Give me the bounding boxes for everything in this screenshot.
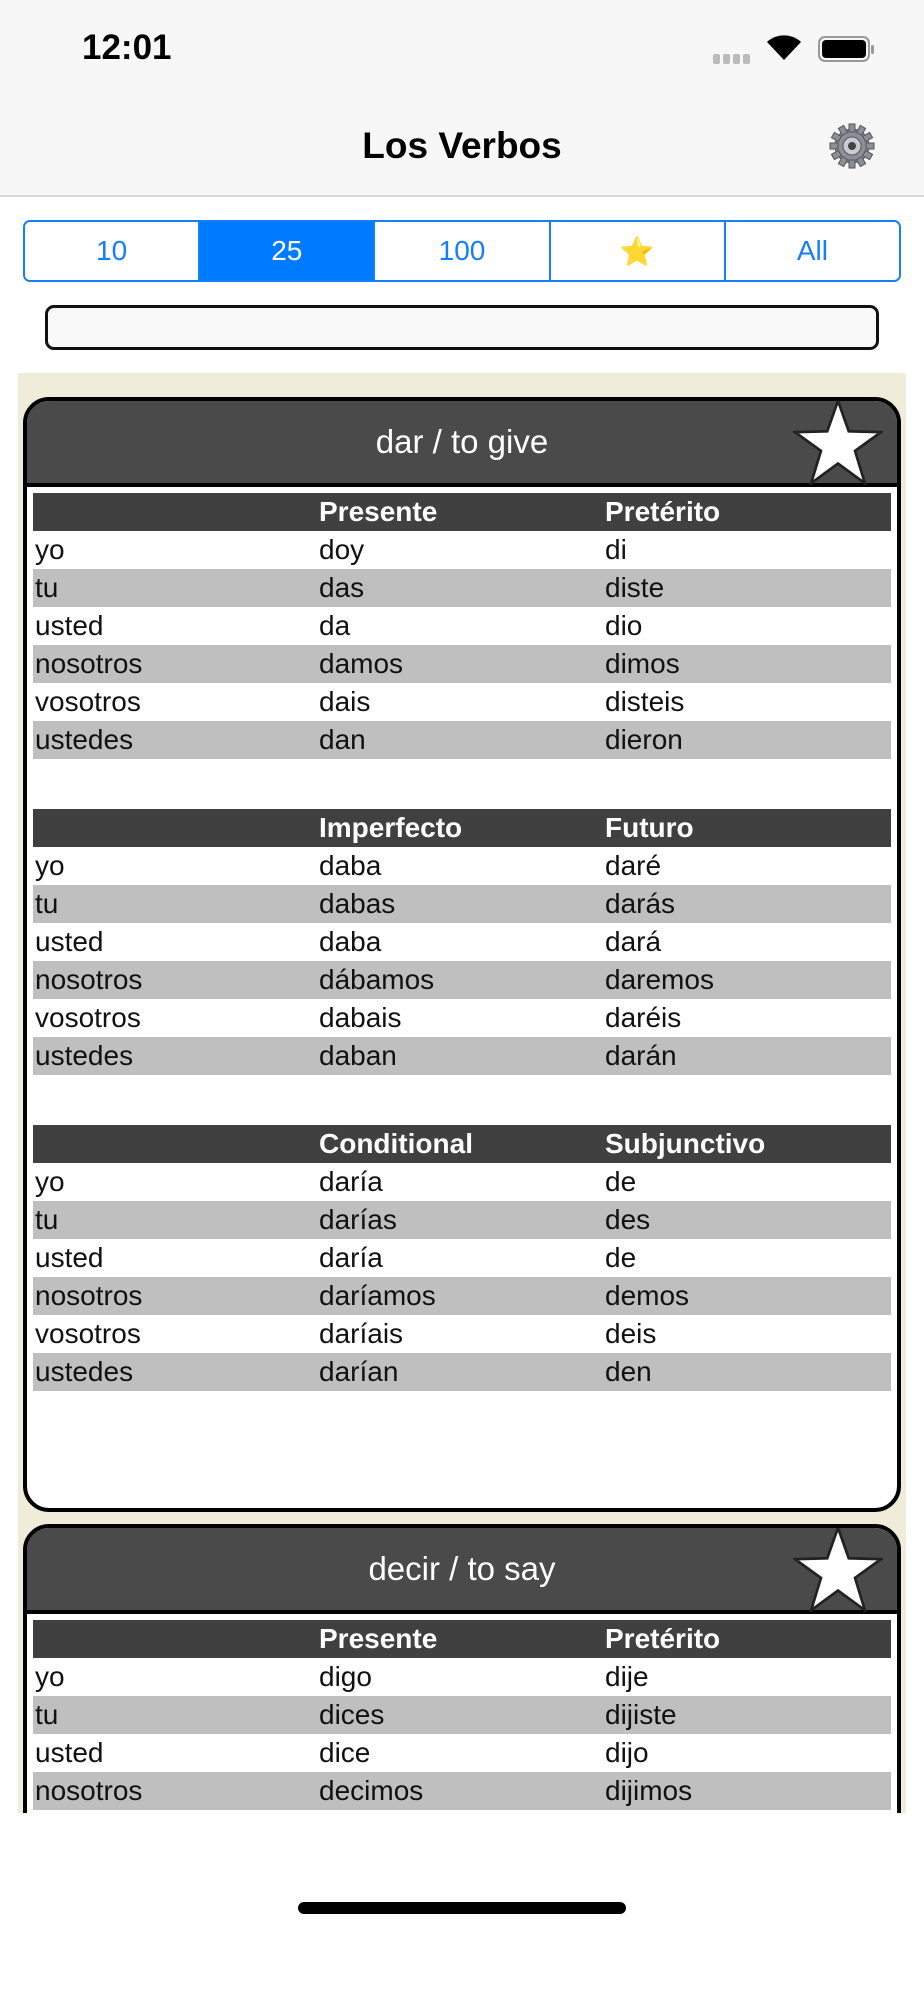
table-cell: dio <box>605 610 643 641</box>
wifi-icon <box>764 32 804 62</box>
column-header: Conditional <box>319 1128 473 1159</box>
table-cell: usted <box>35 1242 104 1273</box>
table-cell: daba <box>319 926 382 957</box>
table-cell: tu <box>35 888 59 919</box>
table-cell: vosotros <box>35 686 141 717</box>
column-header: Pretérito <box>605 496 721 527</box>
table-cell: daban <box>319 1040 397 1071</box>
verb-card <box>23 397 901 1512</box>
cellular-signal-icon <box>713 54 750 64</box>
column-header: Pretérito <box>605 1623 721 1654</box>
table-cell: des <box>605 1204 651 1235</box>
table-row <box>33 607 891 645</box>
verb-card-header <box>27 401 897 487</box>
table-cell: ustedes <box>35 1356 134 1387</box>
table-cell: da <box>319 610 351 641</box>
table-cell: darías <box>319 1204 397 1235</box>
table-cell: diste <box>605 572 665 603</box>
table-cell: demos <box>605 1280 690 1311</box>
table-row <box>33 1696 891 1734</box>
table-cell: daréis <box>605 1002 682 1033</box>
battery-icon <box>818 36 870 62</box>
page-title: Los Verbos <box>362 125 562 166</box>
count-segmented-control[interactable] <box>23 220 901 282</box>
table-row <box>33 569 891 607</box>
table-cell: yo <box>35 850 65 881</box>
table-cell: dábamos <box>319 964 435 995</box>
table-cell: dieron <box>605 724 683 755</box>
conjugation-table <box>33 1620 891 1810</box>
table-cell: dabas <box>319 888 396 919</box>
table-cell: yo <box>35 534 65 565</box>
table-cell: vosotros <box>35 1318 141 1349</box>
table-row <box>33 1315 891 1353</box>
table-cell: daremos <box>605 964 714 995</box>
table-cell: dices <box>319 1699 385 1730</box>
home-indicator[interactable] <box>298 1902 626 1914</box>
table-cell: dará <box>605 926 662 957</box>
search-input[interactable] <box>45 305 879 350</box>
table-cell: dije <box>605 1661 649 1692</box>
table-cell: dan <box>319 724 366 755</box>
table-cell: di <box>605 534 627 565</box>
table-cell: digo <box>319 1661 372 1692</box>
conjugation-table <box>33 809 891 1075</box>
column-header: Imperfecto <box>319 812 463 843</box>
table-cell: daré <box>605 850 662 881</box>
table-header-row <box>33 493 891 531</box>
verb-list[interactable] <box>18 373 906 1813</box>
table-row <box>33 999 891 1037</box>
table-cell: darás <box>605 888 676 919</box>
table-cell: damos <box>319 648 404 679</box>
table-row <box>33 721 891 759</box>
table-cell: nosotros <box>35 964 143 995</box>
table-header-row <box>33 1620 891 1658</box>
table-cell: de <box>605 1242 637 1273</box>
segment-10[interactable]: 10 <box>25 222 198 280</box>
table-cell: nosotros <box>35 1280 143 1311</box>
table-cell: dimos <box>605 648 680 679</box>
gear-icon[interactable] <box>828 122 876 170</box>
segment-favorites[interactable]: ⭐ <box>549 222 724 280</box>
table-row <box>33 961 891 999</box>
table-cell: dice <box>319 1737 371 1768</box>
table-row <box>33 645 891 683</box>
table-cell: deis <box>605 1318 657 1349</box>
conjugation-table <box>33 1125 891 1391</box>
table-cell: tu <box>35 1204 59 1235</box>
segment-25[interactable]: 25 <box>198 222 373 280</box>
table-cell: daría <box>319 1242 383 1273</box>
table-cell: usted <box>35 610 104 641</box>
table-cell: daríais <box>319 1318 404 1349</box>
column-header: Subjunctivo <box>605 1128 766 1159</box>
table-row <box>33 1734 891 1772</box>
table-row <box>33 923 891 961</box>
table-row <box>33 531 891 569</box>
table-cell: decimos <box>319 1775 424 1806</box>
favorite-star-icon[interactable] <box>793 399 883 485</box>
table-row <box>33 1201 891 1239</box>
table-cell: daríamos <box>319 1280 436 1311</box>
table-cell: darían <box>319 1356 399 1387</box>
table-header-row <box>33 1125 891 1163</box>
verb-title: decir / to say <box>368 1550 556 1587</box>
table-cell: dijiste <box>605 1699 677 1730</box>
table-row <box>33 1658 891 1696</box>
table-cell: ustedes <box>35 724 134 755</box>
segment-100[interactable]: 100 <box>373 222 548 280</box>
column-header: Presente <box>319 496 438 527</box>
status-time: 12:01 <box>82 28 172 67</box>
table-row <box>33 683 891 721</box>
table-cell: usted <box>35 926 104 957</box>
column-header: Presente <box>319 1623 438 1654</box>
table-row <box>33 1353 891 1391</box>
table-cell: dais <box>319 686 371 717</box>
table-cell: nosotros <box>35 648 143 679</box>
table-cell: das <box>319 572 365 603</box>
table-row <box>33 1277 891 1315</box>
table-cell: dijo <box>605 1737 649 1768</box>
table-cell: darán <box>605 1040 677 1071</box>
table-cell: vosotros <box>35 1002 141 1033</box>
table-cell: de <box>605 1166 637 1197</box>
segment-all[interactable]: All <box>724 222 899 280</box>
navigation-bar <box>0 100 924 197</box>
table-cell: nosotros <box>35 1775 143 1806</box>
table-row <box>33 847 891 885</box>
table-row <box>33 1037 891 1075</box>
table-row <box>33 1163 891 1201</box>
column-header: Futuro <box>605 812 694 843</box>
table-cell: disteis <box>605 686 685 717</box>
table-row <box>33 1239 891 1277</box>
status-bar <box>0 0 924 100</box>
table-cell: dabais <box>319 1002 402 1033</box>
table-cell: tu <box>35 1699 59 1730</box>
table-cell: daría <box>319 1166 383 1197</box>
table-cell: doy <box>319 534 365 565</box>
table-cell: yo <box>35 1661 65 1692</box>
verb-title: dar / to give <box>375 423 549 460</box>
table-cell: daba <box>319 850 382 881</box>
table-header-row <box>33 809 891 847</box>
table-row <box>33 885 891 923</box>
favorite-star-icon[interactable] <box>793 1526 883 1612</box>
table-cell: ustedes <box>35 1040 134 1071</box>
conjugation-table <box>33 493 891 759</box>
verb-card-header <box>27 1528 897 1614</box>
verb-card <box>23 1524 901 1813</box>
table-cell: dijimos <box>605 1775 693 1806</box>
table-row <box>33 1772 891 1810</box>
table-cell: usted <box>35 1737 104 1768</box>
table-cell: den <box>605 1356 652 1387</box>
table-cell: tu <box>35 572 59 603</box>
table-cell: yo <box>35 1166 65 1197</box>
